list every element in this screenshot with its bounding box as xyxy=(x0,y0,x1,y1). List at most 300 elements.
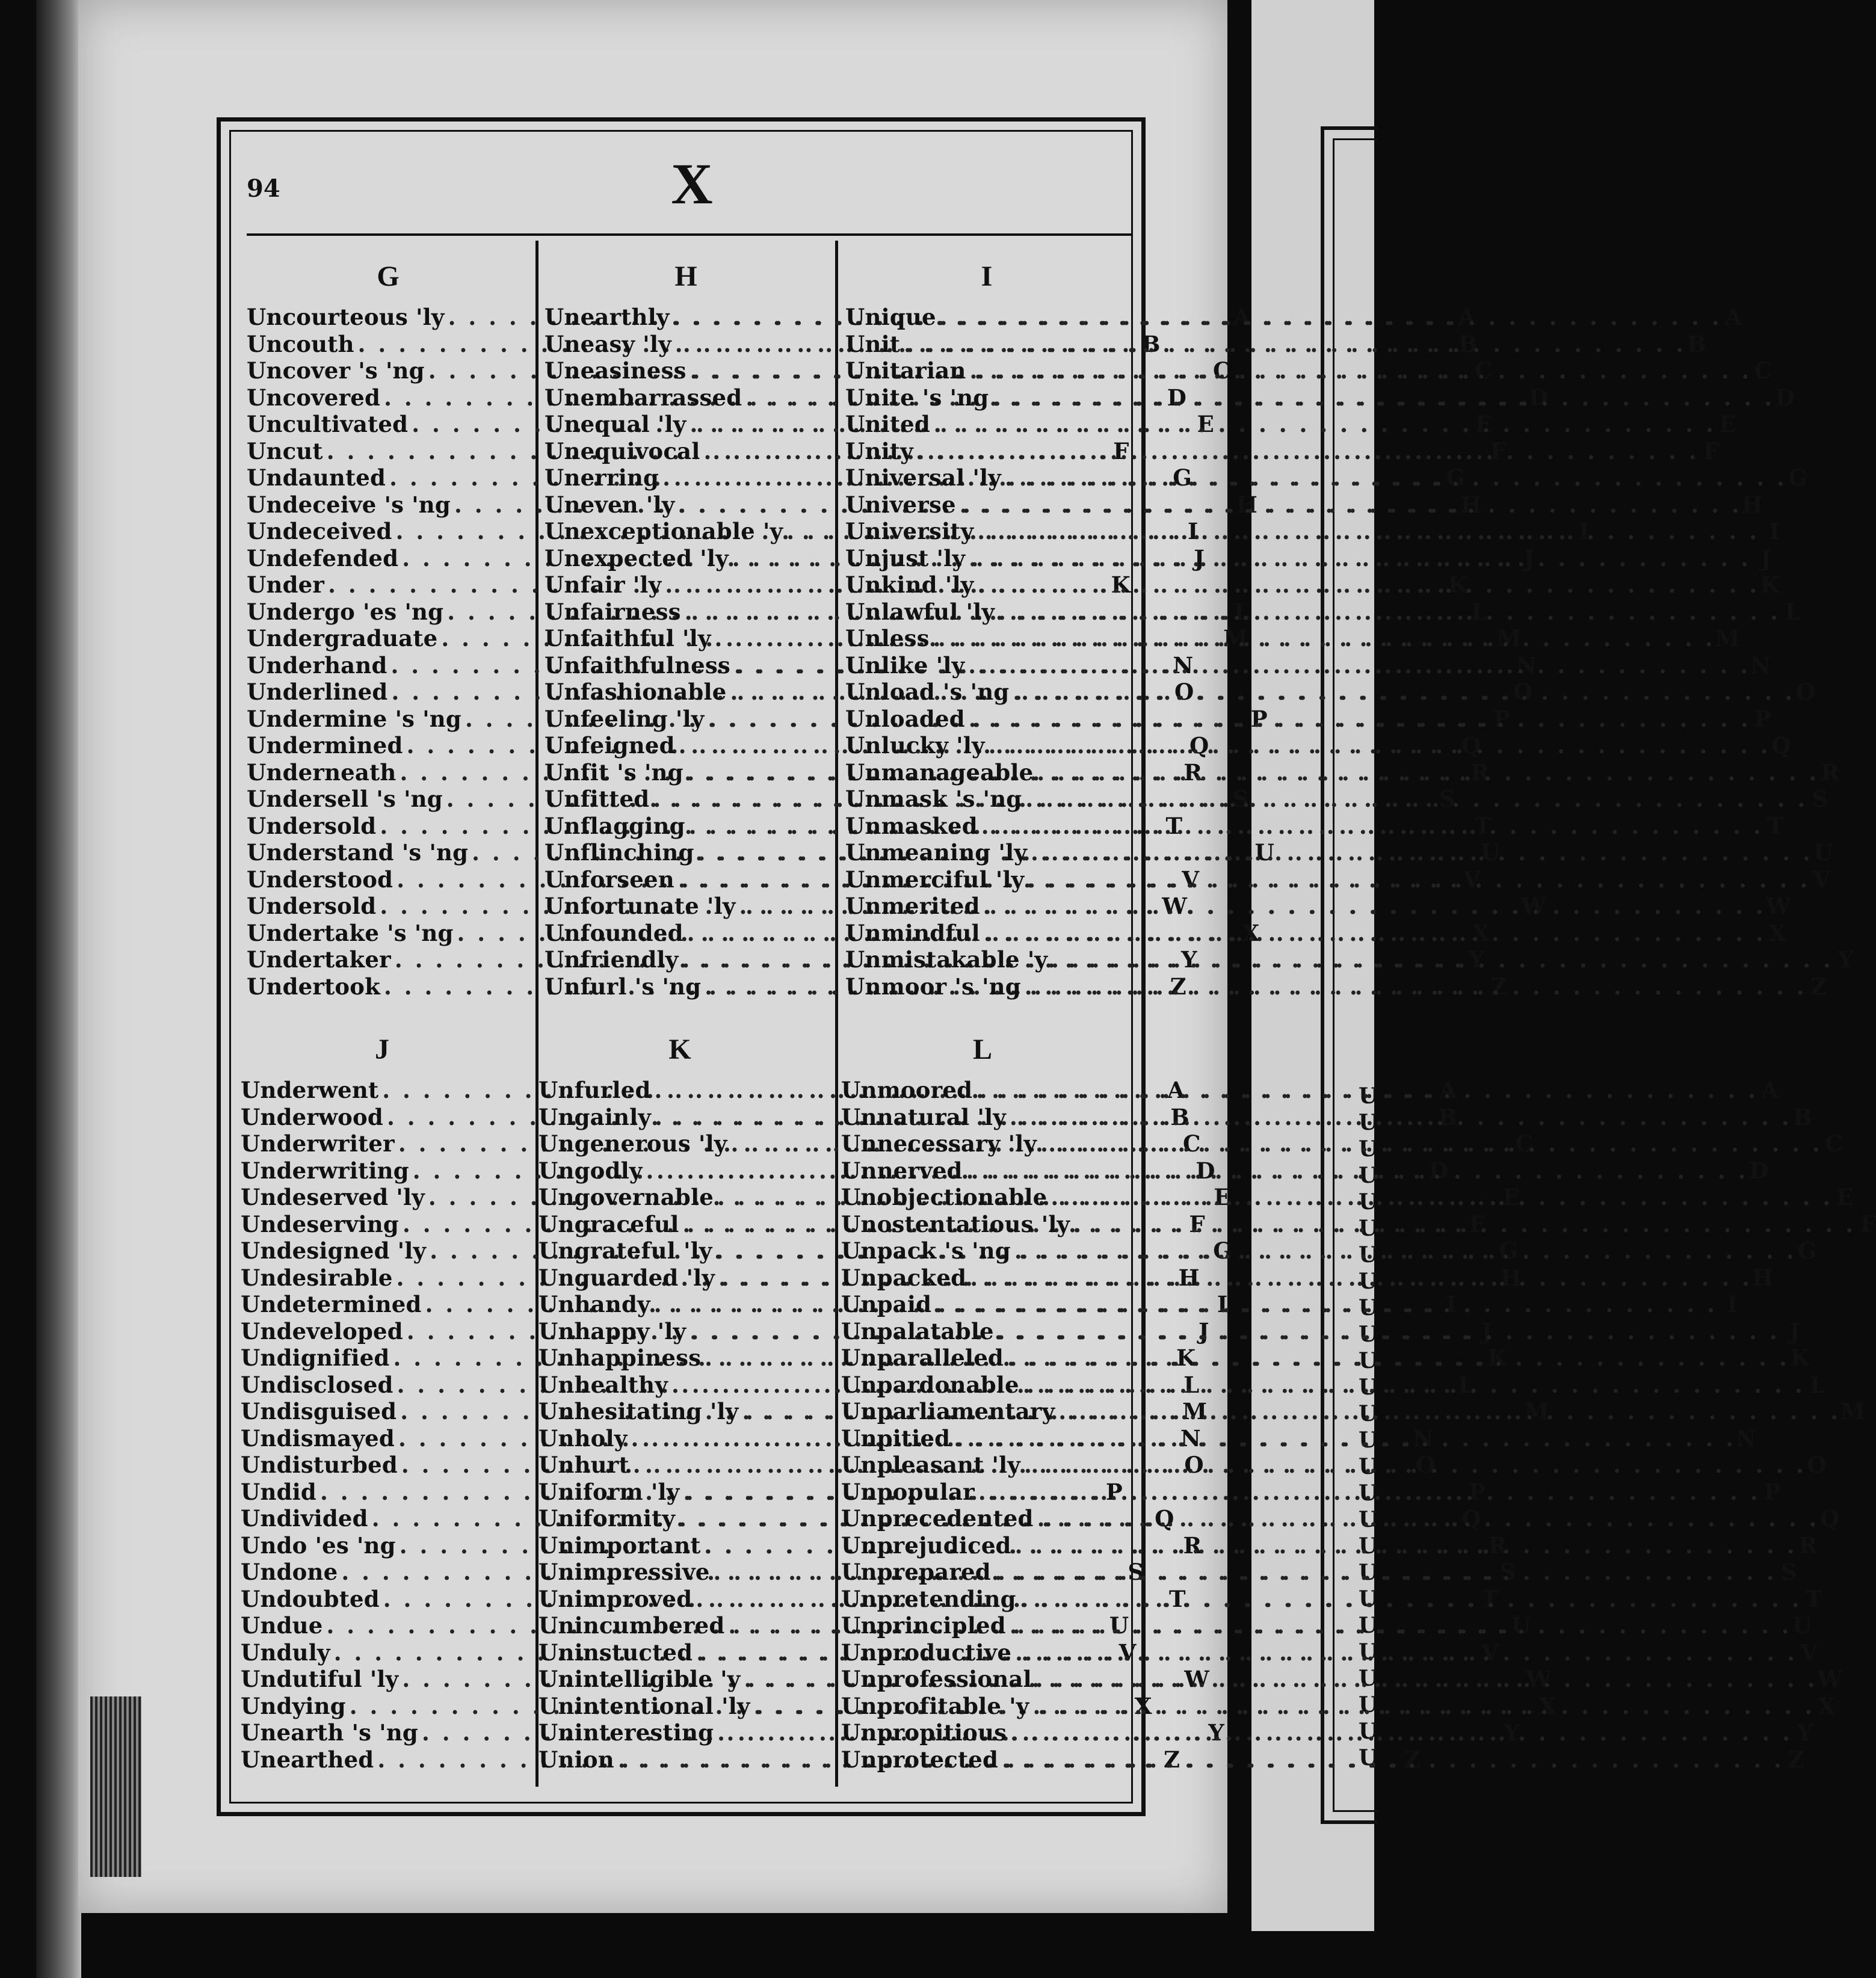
entry-word: Undying xyxy=(241,1692,346,1719)
entry-word: Undisturbed xyxy=(241,1452,398,1478)
entry-word: Ungraceful xyxy=(538,1210,679,1237)
entry-word: Undermined xyxy=(247,732,403,759)
entry-code: U xyxy=(1109,1612,1129,1639)
entry-code: Z xyxy=(1404,1746,1421,1773)
list-item xyxy=(841,1398,1866,1425)
entry-code: M xyxy=(1182,1398,1208,1425)
entry-code: J xyxy=(1523,544,1535,572)
leader-dots xyxy=(1020,1586,1802,1612)
entry-word: Undoubted xyxy=(241,1585,380,1612)
entry-code: X xyxy=(1242,919,1260,946)
entry-word: Unfaithfulness xyxy=(545,652,730,679)
entry-code: W xyxy=(1765,893,1791,919)
list-item xyxy=(841,1746,1804,1773)
entry-code: L xyxy=(1471,598,1487,625)
entry-word: Underwood xyxy=(241,1103,383,1130)
leader-dots xyxy=(1058,1398,1841,1425)
entry-code: Y xyxy=(1208,1719,1224,1746)
entry-word: Unfortunate 'ly xyxy=(545,893,736,919)
entry-code: X xyxy=(1818,1692,1836,1719)
entry-code: I xyxy=(1187,518,1199,544)
entry-code: W xyxy=(1162,893,1187,919)
page-number: 94 xyxy=(247,174,280,203)
entry-code: Z xyxy=(1170,973,1186,1000)
entry-code: I xyxy=(1578,518,1590,544)
facing-page-letter: U xyxy=(1359,1083,1378,1109)
entry-code: O xyxy=(1513,679,1533,705)
list-item xyxy=(845,919,1786,947)
entry-word: Unlucky 'ly xyxy=(845,732,985,759)
entry-word: Unguarded 'ly xyxy=(538,1264,715,1291)
entry-code: I xyxy=(1446,1291,1457,1317)
entry-code: G xyxy=(1173,464,1192,491)
entry-code: W xyxy=(1184,1666,1209,1692)
leader-dots xyxy=(968,652,1750,679)
leader-dots xyxy=(960,491,1742,518)
facing-page-letter: U xyxy=(1359,1242,1378,1268)
entry-code: L xyxy=(1785,598,1801,625)
entry-code: G xyxy=(1788,464,1807,491)
leader-dots xyxy=(970,357,1752,384)
entry-word: Uneasy 'ly xyxy=(545,330,671,357)
entry-word: Undisclosed xyxy=(241,1371,393,1398)
leader-dots xyxy=(1037,1505,1819,1532)
leader-dots xyxy=(995,1559,1777,1585)
entry-word: Uncovered xyxy=(247,384,381,411)
entry-word: Underwriter xyxy=(241,1130,395,1157)
entry-word: Unpardonable xyxy=(841,1371,1019,1398)
facing-page-letter: U xyxy=(1359,1295,1378,1320)
entry-code: K xyxy=(1111,572,1131,598)
entry-word: Undergraduate xyxy=(247,625,438,652)
entry-code: O xyxy=(1184,1452,1204,1478)
entry-code: V xyxy=(1463,866,1481,893)
entry-code: K xyxy=(1760,572,1780,598)
entry-code: J xyxy=(1789,1317,1800,1345)
entry-code: O xyxy=(1807,1452,1827,1478)
entry-word: Understood xyxy=(247,866,393,893)
entry-code: A xyxy=(1233,304,1251,330)
facing-page-letter: U xyxy=(1359,1136,1378,1162)
leader-dots xyxy=(1015,1532,1797,1559)
entry-word: Unloaded xyxy=(845,705,965,732)
entry-code: P xyxy=(1763,1478,1781,1505)
facing-page-letter: U xyxy=(1359,1454,1378,1479)
entry-word: Unfashionable xyxy=(545,679,727,705)
leader-dots xyxy=(998,1318,1780,1345)
entry-code: D xyxy=(1749,1157,1769,1184)
facing-page-letter: U xyxy=(1359,1480,1378,1506)
entry-code: F xyxy=(1703,437,1720,464)
list-item xyxy=(845,330,1706,358)
list-item xyxy=(845,598,1801,626)
entry-code: A xyxy=(1458,304,1476,330)
entry-code: C xyxy=(1212,357,1231,384)
list-item xyxy=(845,625,1740,652)
entry-word: Undermine 's 'ng xyxy=(247,705,461,732)
entry-word: Unhandy xyxy=(538,1291,650,1317)
entry-word: Unexceptionable 'y xyxy=(545,518,783,544)
facing-page-letter: U xyxy=(1359,1719,1378,1744)
list-item xyxy=(841,1157,1769,1185)
entry-code: A xyxy=(1724,304,1742,330)
entry-code: X xyxy=(1768,919,1786,946)
entry-code: Z xyxy=(1788,1746,1804,1773)
entry-code: N xyxy=(1750,652,1771,679)
entry-code: S xyxy=(1780,1559,1797,1585)
entry-word: Unhappiness xyxy=(538,1345,702,1371)
list-item xyxy=(845,786,1828,813)
list-item xyxy=(841,1371,1825,1399)
entry-word: Unmistakable 'y xyxy=(845,946,1048,973)
entry-code: T xyxy=(1766,812,1784,839)
entry-word: Unparliamentary xyxy=(841,1398,1055,1425)
entry-code: L xyxy=(1809,1371,1825,1398)
entry-code: P xyxy=(1105,1478,1123,1505)
leader-dots xyxy=(1005,464,1787,491)
leader-dots xyxy=(1032,1693,1815,1719)
list-item xyxy=(841,1210,1876,1238)
entry-code: E xyxy=(1719,411,1736,437)
entry-code: R xyxy=(1470,759,1490,786)
leader-dots xyxy=(1010,1612,1792,1639)
entry-code: J xyxy=(1481,1317,1493,1345)
entry-code: C xyxy=(1183,1130,1201,1157)
entry-word: Unparalleled xyxy=(841,1345,1004,1371)
entry-code: D xyxy=(1167,384,1186,411)
entry-code: P xyxy=(1493,705,1511,732)
entry-word: Unimproved xyxy=(538,1585,693,1612)
entry-word: Unlike 'ly xyxy=(845,652,965,679)
entry-code: U xyxy=(1813,839,1833,866)
leader-dots xyxy=(984,920,1766,946)
entry-word: Unearthed xyxy=(241,1746,374,1773)
facing-page-letter: U xyxy=(1359,1507,1378,1532)
entry-word: Unprofessional xyxy=(841,1666,1032,1692)
entry-word: Uncourteous 'ly xyxy=(247,304,445,330)
entry-word: Unexpected 'ly xyxy=(545,544,729,572)
entry-word: Undertake 's 'ng xyxy=(247,919,454,946)
entry-word: Undeserved 'ly xyxy=(241,1184,425,1210)
entry-code: M xyxy=(1715,625,1740,652)
entry-word: Unprepared xyxy=(841,1559,991,1585)
facing-page-letter: U xyxy=(1359,1745,1378,1770)
entry-code: U xyxy=(1511,1612,1531,1639)
leader-dots xyxy=(954,1425,1736,1452)
entry-word: Uneven 'ly xyxy=(545,491,675,518)
list-item xyxy=(841,1505,1840,1532)
entry-code: B xyxy=(1687,330,1706,357)
section-heading: L xyxy=(972,1034,992,1065)
entry-code: T xyxy=(1165,812,1183,839)
entry-word: Ungainly xyxy=(538,1103,652,1130)
entry-word: Unprecedented xyxy=(841,1505,1034,1532)
entry-code: Y xyxy=(1181,946,1197,973)
entry-word: Underneath xyxy=(247,759,396,786)
entry-code: E xyxy=(1475,411,1493,437)
entry-word: Unequal 'ly xyxy=(545,411,687,437)
entry-word: Unpropitious xyxy=(841,1719,1007,1746)
entry-code: M xyxy=(1223,625,1248,652)
leader-dots xyxy=(1015,1639,1797,1666)
entry-word: Uncover 's 'ng xyxy=(247,357,425,384)
facing-page-letter: U xyxy=(1359,1216,1378,1241)
entry-word: Unproductive xyxy=(841,1639,1012,1666)
entry-code: E xyxy=(1502,1184,1520,1210)
entry-word: Unnerved xyxy=(841,1157,963,1184)
entry-word: Unflagging xyxy=(545,812,685,839)
entry-word: Uncultivated xyxy=(247,411,409,437)
leader-dots xyxy=(1025,786,1807,812)
entry-code: X xyxy=(1472,919,1490,946)
entry-code: F xyxy=(1469,1210,1486,1237)
entry-code: E xyxy=(1197,411,1215,437)
entry-code: K xyxy=(1448,572,1468,598)
entry-word: Unerring xyxy=(545,464,659,491)
entry-word: University xyxy=(845,518,974,544)
entry-code: G xyxy=(1446,464,1465,491)
entry-word: Undersold xyxy=(247,893,377,919)
leader-dots xyxy=(940,304,1722,330)
entry-word: Undesirable xyxy=(241,1264,393,1291)
entry-word: Unlawful 'ly xyxy=(845,598,995,625)
entry-code: G xyxy=(1797,1237,1817,1264)
entry-code: B xyxy=(1170,1103,1189,1130)
leader-dots xyxy=(1023,1372,1805,1398)
entry-word: United xyxy=(845,411,930,437)
leader-dots xyxy=(1024,1452,1806,1478)
entry-code: D xyxy=(1196,1157,1215,1184)
list-item xyxy=(845,491,1763,519)
entry-code: L xyxy=(1458,1371,1474,1398)
entry-word: Unmindful xyxy=(845,919,980,946)
leader-dots xyxy=(1014,1237,1797,1264)
entry-word: Unpalatable xyxy=(841,1317,994,1345)
entry-word: Unincumbered xyxy=(538,1612,725,1639)
entry-word: Uninteresting xyxy=(538,1719,714,1746)
entry-code: P xyxy=(1469,1478,1486,1505)
entry-code: R xyxy=(1183,759,1203,786)
list-item xyxy=(841,1103,1812,1131)
entry-word: Unpitied xyxy=(841,1425,951,1452)
entry-word: Unfairness xyxy=(545,598,681,625)
entry-code: S xyxy=(1232,786,1249,812)
facing-page-letter: U xyxy=(1359,1692,1378,1718)
leader-dots xyxy=(981,813,1763,839)
entry-word: Understand 's 'ng xyxy=(247,839,469,866)
entry-word: Unequivocal xyxy=(545,437,700,464)
list-item xyxy=(845,437,1720,465)
entry-word: Unmeaning 'ly xyxy=(845,839,1027,866)
entry-code: O xyxy=(1416,1452,1436,1478)
entry-code: X xyxy=(1134,1692,1152,1719)
entry-code: Q xyxy=(1461,732,1481,759)
entry-code: R xyxy=(1183,1532,1202,1559)
entry-word: Undergo 'es 'ng xyxy=(247,598,444,625)
leader-dots xyxy=(992,384,1774,411)
entry-word: Undivided xyxy=(241,1505,368,1532)
leader-dots xyxy=(1013,679,1795,705)
entry-code: F xyxy=(1189,1210,1205,1237)
entry-code: H xyxy=(1236,491,1258,518)
entry-word: Unholy xyxy=(538,1425,628,1452)
entry-word: Uncut xyxy=(247,437,323,464)
entry-code: G xyxy=(1213,1237,1233,1264)
entry-word: Unmerciful 'ly xyxy=(845,866,1025,893)
entry-code: K xyxy=(1176,1345,1196,1371)
entry-code: M xyxy=(1496,625,1522,652)
leader-dots xyxy=(1010,1719,1792,1746)
entry-word: Unforseen xyxy=(545,866,674,893)
entry-code: M xyxy=(1841,1398,1866,1425)
entry-code: M xyxy=(1524,1398,1549,1425)
list-item xyxy=(841,1478,1781,1506)
entry-code: G xyxy=(1499,1237,1519,1264)
list-item xyxy=(845,732,1791,759)
entry-word: Universe xyxy=(845,491,956,518)
entry-word: Unhappy 'ly xyxy=(538,1317,687,1345)
entry-code: P xyxy=(1250,705,1268,732)
list-item xyxy=(841,1639,1818,1666)
leader-dots xyxy=(989,732,1771,759)
leader-dots xyxy=(976,1077,1758,1103)
entry-word: Unnatural 'ly xyxy=(841,1103,1006,1130)
entry-word: Uninstucted xyxy=(538,1639,693,1666)
entry-word: Underwent xyxy=(241,1077,379,1103)
leader-dots xyxy=(1051,1184,1833,1210)
entry-code: R xyxy=(1798,1532,1818,1559)
entry-code: S xyxy=(1439,786,1456,812)
leader-dots xyxy=(1073,1211,1856,1237)
entry-code: T xyxy=(1474,812,1492,839)
list-item xyxy=(845,973,1827,1000)
section-i xyxy=(845,250,1854,1000)
entry-word: Uniformity xyxy=(538,1505,676,1532)
leader-dots xyxy=(966,1157,1748,1184)
entry-code: J xyxy=(1199,1317,1209,1345)
entry-word: Undefended xyxy=(247,544,399,572)
entry-word: Unnecessary 'ly xyxy=(841,1130,1037,1157)
entry-code: B xyxy=(1458,330,1478,357)
facing-page-letter: U xyxy=(1359,1189,1378,1215)
entry-word: Uniform 'ly xyxy=(538,1478,680,1505)
entry-word: Ungovernable xyxy=(538,1184,714,1210)
entry-code: N xyxy=(1736,1425,1757,1452)
entry-word: Unless xyxy=(845,625,930,652)
entry-code: O xyxy=(1795,679,1816,705)
entry-word: Undesigned 'ly xyxy=(241,1237,427,1264)
entry-word: Unity xyxy=(845,437,913,464)
entry-word: Undertaker xyxy=(247,946,391,973)
entry-code: V xyxy=(1813,866,1831,893)
entry-code: N xyxy=(1173,652,1194,679)
entry-code: Z xyxy=(1810,973,1827,1000)
entry-code: D xyxy=(1775,384,1795,411)
entry-word: Unobjectionable xyxy=(841,1184,1048,1210)
entry-word: Undid xyxy=(241,1478,316,1505)
entry-word: Unkind 'ly xyxy=(845,572,974,598)
entry-word: Undeserving xyxy=(241,1210,399,1237)
entry-code: Y xyxy=(1837,946,1854,973)
entry-word: Unpretending xyxy=(841,1585,1016,1612)
entry-code: I xyxy=(1217,1291,1228,1317)
entry-code: W xyxy=(1817,1666,1843,1692)
entry-code: Y xyxy=(1468,946,1485,973)
leader-dots xyxy=(1028,866,1810,893)
entry-code: L xyxy=(1233,598,1250,625)
entry-code: L xyxy=(1183,1371,1200,1398)
leader-dots xyxy=(969,706,1751,732)
entry-word: Undue xyxy=(241,1612,323,1639)
entry-word: Unpleasant 'ly xyxy=(841,1452,1020,1478)
entry-code: T xyxy=(1168,1585,1186,1612)
entry-code: B xyxy=(1793,1103,1812,1130)
entry-word: Unmask 's 'ng xyxy=(845,786,1022,812)
list-item xyxy=(841,1291,1738,1318)
entry-word: Unpack 's 'ng xyxy=(841,1237,1011,1264)
entry-word: Undertook xyxy=(247,973,380,1000)
entry-code: N xyxy=(1413,1425,1434,1452)
entry-word: Universal 'ly xyxy=(845,464,1001,491)
entry-word: Underlined xyxy=(247,679,388,705)
entry-code: Q xyxy=(1461,1505,1481,1532)
entry-word: Ungodly xyxy=(538,1157,643,1184)
entry-word: Unpopular xyxy=(841,1478,975,1505)
entry-word: Unload 's 'ng xyxy=(845,679,1010,705)
leader-dots xyxy=(1037,759,1819,786)
entry-code: V xyxy=(1481,1639,1499,1666)
page-stack-edge xyxy=(90,1696,141,1877)
entry-code: R xyxy=(1821,759,1840,786)
entry-word: Unfurled xyxy=(538,1077,651,1103)
entry-word: Unhesitating 'ly xyxy=(538,1398,739,1425)
entry-word: Unimportant xyxy=(538,1532,701,1559)
leader-dots xyxy=(998,599,1780,625)
entry-word: Unmerited xyxy=(845,893,980,919)
facing-page-letter: U xyxy=(1359,1163,1378,1188)
entry-code: N xyxy=(1180,1425,1201,1452)
entry-word: Undetermined xyxy=(241,1291,422,1317)
list-item xyxy=(845,544,1772,572)
entry-word: Undo 'es 'ng xyxy=(241,1532,396,1559)
entry-code: C xyxy=(1754,357,1773,384)
entry-word: Unprotected xyxy=(841,1746,999,1773)
entry-code: T xyxy=(1805,1585,1822,1612)
entry-word: Unpaid xyxy=(841,1291,932,1317)
entry-code: I xyxy=(1769,518,1780,544)
leader-dots xyxy=(1007,1345,1789,1371)
leader-dots xyxy=(935,1291,1717,1317)
entry-code: E xyxy=(1836,1184,1854,1210)
list-item xyxy=(845,759,1840,786)
entry-word: Undignified xyxy=(241,1345,390,1371)
entry-code: V xyxy=(1800,1639,1818,1666)
entry-code: Z xyxy=(1164,1746,1180,1773)
entry-word: Underhand xyxy=(247,652,387,679)
section-heading: I xyxy=(981,260,993,292)
entry-code: W xyxy=(1526,1666,1552,1692)
entry-word: Unfaithful 'ly xyxy=(545,625,711,652)
entry-code: J xyxy=(1194,544,1205,572)
entry-code: U xyxy=(1254,839,1275,866)
entry-word: Undeveloped xyxy=(241,1317,403,1345)
leader-dots xyxy=(1051,946,1833,973)
facing-page-letter: U xyxy=(1359,1639,1378,1665)
entry-word: Unmoor 's 'ng xyxy=(845,973,1021,1000)
entry-code: B xyxy=(1438,1103,1457,1130)
list-item xyxy=(841,1692,1836,1720)
entry-code: Q xyxy=(1771,732,1791,759)
